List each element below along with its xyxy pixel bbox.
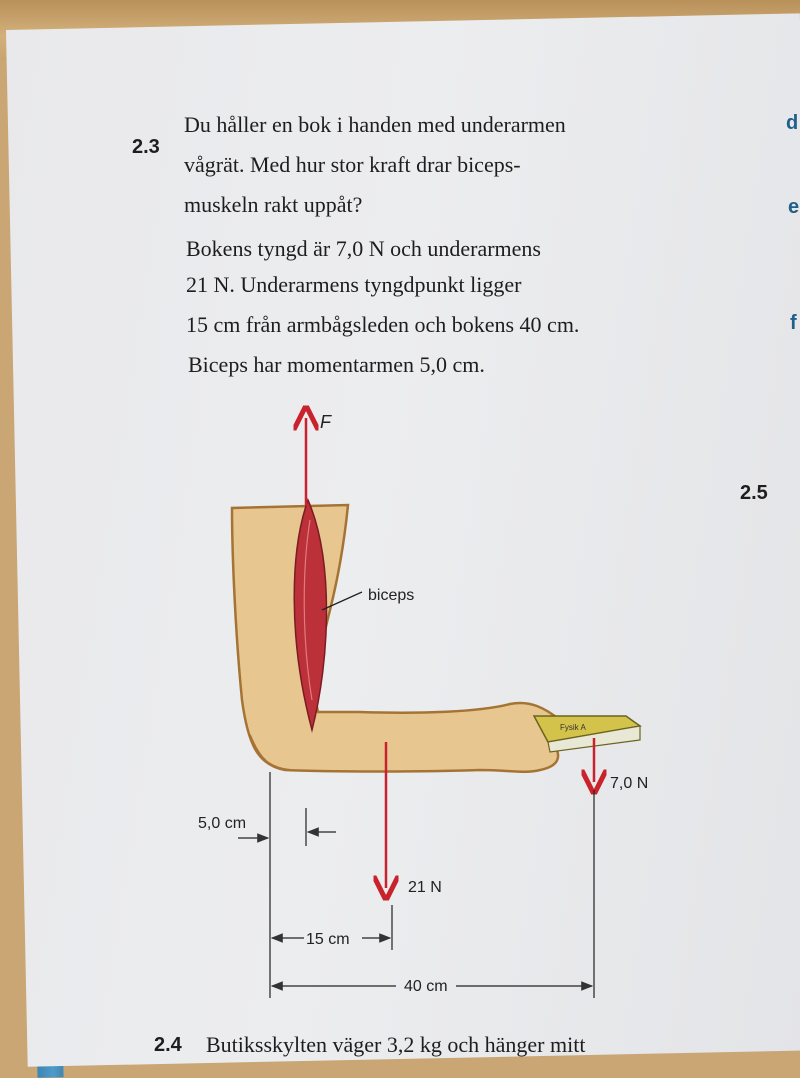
data-line-3: 15 cm från armbågsleden och bokens 40 cm. [186,312,580,337]
arm-shape [232,505,560,772]
data-line-2: 21 N. Underarmens tyngdpunkt ligger [186,272,522,297]
force-label: F [320,412,331,432]
problem-number: 2.3 [132,136,160,158]
next-problem-number: 2.5 [740,482,768,504]
arm-cog-distance-label: 15 cm [306,931,350,948]
question-line-3: muskeln rakt uppåt? [184,192,363,217]
problem-2-4-text: Butiksskylten väger 3,2 kg och hänger mitt [206,1032,586,1057]
question-line-1: Du håller en bok i handen med underarmen [184,112,566,137]
biceps-arm-label: 5,0 cm [198,815,247,832]
question-line-2: vågrät. Med hur stor kraft drar biceps- [184,152,521,177]
data-line-4: Biceps har momentarmen 5,0 cm. [188,352,485,377]
book-weight-label: 7,0 N [610,775,649,792]
book-distance-label: 40 cm [404,978,448,995]
problem-number-2-4: 2.4 [154,1034,182,1056]
book [534,716,640,752]
biceps-label: biceps [368,587,415,604]
arm-weight-label: 21 N [408,879,442,896]
next-page-letter-f: f [790,312,797,334]
data-line-1: Bokens tyngd är 7,0 N och underarmens [186,236,541,261]
book-title: Fysik A [560,723,586,732]
next-page-letter-e: e [788,196,800,218]
next-page-letter-d: d [786,112,799,134]
